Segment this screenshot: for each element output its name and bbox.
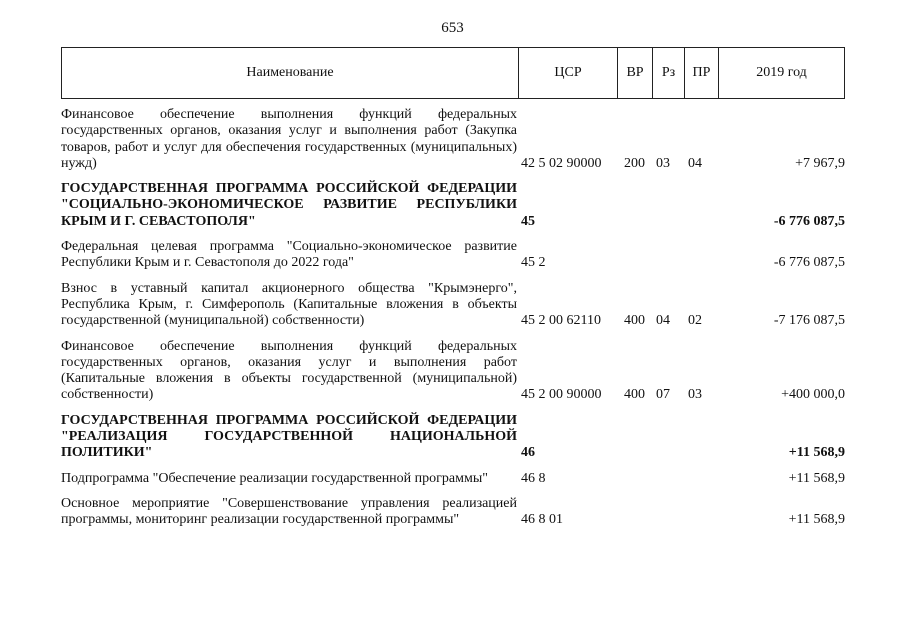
row-vr: 200 bbox=[624, 155, 645, 171]
row-csr: 46 8 bbox=[521, 470, 546, 486]
row-name: Основное мероприятие "Совершенствование управления реализацией программы, мониторинг реализации государственной программы" bbox=[61, 495, 517, 528]
row-pr: 02 bbox=[688, 313, 702, 329]
row-amount: +11 568,9 bbox=[788, 445, 845, 461]
table-row bbox=[61, 339, 845, 404]
table-row bbox=[61, 107, 845, 172]
table-row bbox=[61, 471, 845, 487]
row-rz: 04 bbox=[656, 313, 670, 329]
table-body bbox=[61, 107, 845, 538]
row-name: Взнос в уставный капитал акционерного общества "Крымэнерго", Республика Крым, г. Симферополь (Капитальные вложения в объекты государственной (муниципальной) собственности) bbox=[61, 280, 517, 329]
row-amount: -6 776 087,5 bbox=[773, 255, 845, 271]
table-row bbox=[61, 181, 845, 230]
row-csr: 46 8 01 bbox=[521, 512, 563, 528]
header-pr: ПР bbox=[692, 65, 711, 80]
table-header bbox=[61, 47, 845, 99]
row-csr: 42 5 02 90000 bbox=[521, 155, 602, 171]
row-amount: -7 176 087,5 bbox=[773, 313, 845, 329]
row-amount: +11 568,9 bbox=[788, 470, 845, 486]
header-vr: ВР bbox=[626, 65, 644, 80]
row-rz: 03 bbox=[656, 155, 670, 171]
row-amount: -6 776 087,5 bbox=[773, 213, 845, 229]
row-csr: 45 2 00 62110 bbox=[521, 313, 601, 329]
row-amount: +400 000,0 bbox=[781, 387, 845, 403]
page-number: 653 bbox=[441, 20, 464, 36]
row-name: Финансовое обеспечение выполнения функций федеральных государственных органов, оказания услуг и выполнения работ (Закупка товаров, работ и услуг для обеспечения государственных (муниципальных) нужд) bbox=[61, 107, 517, 171]
row-name: Федеральная целевая программа "Социально-экономическое развитие Республики Крым и г. Севастополя до 2022 года" bbox=[61, 239, 517, 271]
row-csr: 45 2 00 90000 bbox=[521, 387, 602, 403]
row-csr: 46 bbox=[521, 445, 535, 461]
row-csr: 45 2 bbox=[521, 255, 546, 271]
row-rz: 07 bbox=[656, 387, 670, 403]
table-row bbox=[61, 239, 845, 272]
row-name: ГОСУДАРСТВЕННАЯ ПРОГРАММА РОССИЙСКОЙ ФЕДЕРАЦИИ "СОЦИАЛЬНО-ЭКОНОМИЧЕСКОЕ РАЗВИТИЕ РЕСПУБЛИКИ КРЫМ И Г. СЕВАСТОПОЛЯ" bbox=[61, 181, 517, 229]
row-vr: 400 bbox=[624, 387, 645, 403]
row-name: Подпрограмма "Обеспечение реализации государственной программы" bbox=[61, 470, 488, 486]
row-name: ГОСУДАРСТВЕННАЯ ПРОГРАММА РОССИЙСКОЙ ФЕДЕРАЦИИ "РЕАЛИЗАЦИЯ ГОСУДАРСТВЕННОЙ НАЦИОНАЛЬНОЙ ПОЛИТИКИ" bbox=[61, 412, 517, 461]
header-year: 2019 год bbox=[756, 65, 807, 80]
row-pr: 03 bbox=[688, 387, 702, 403]
table-row bbox=[61, 496, 845, 529]
row-amount: +7 967,9 bbox=[795, 155, 845, 171]
row-pr: 04 bbox=[688, 155, 702, 171]
row-name: Финансовое обеспечение выполнения функций федеральных государственных органов, оказания услуг и выполнения работ (Капитальные вложения в объекты государственной (муниципальной) собственности) bbox=[61, 338, 517, 403]
header-name: Наименование bbox=[246, 65, 334, 80]
row-csr: 45 bbox=[521, 213, 535, 229]
header-rz: Рз bbox=[661, 65, 676, 80]
header-csr: ЦСР bbox=[554, 65, 582, 80]
row-vr: 400 bbox=[624, 313, 645, 329]
table-row bbox=[61, 281, 845, 330]
table-row bbox=[61, 413, 845, 462]
row-amount: +11 568,9 bbox=[788, 512, 845, 528]
